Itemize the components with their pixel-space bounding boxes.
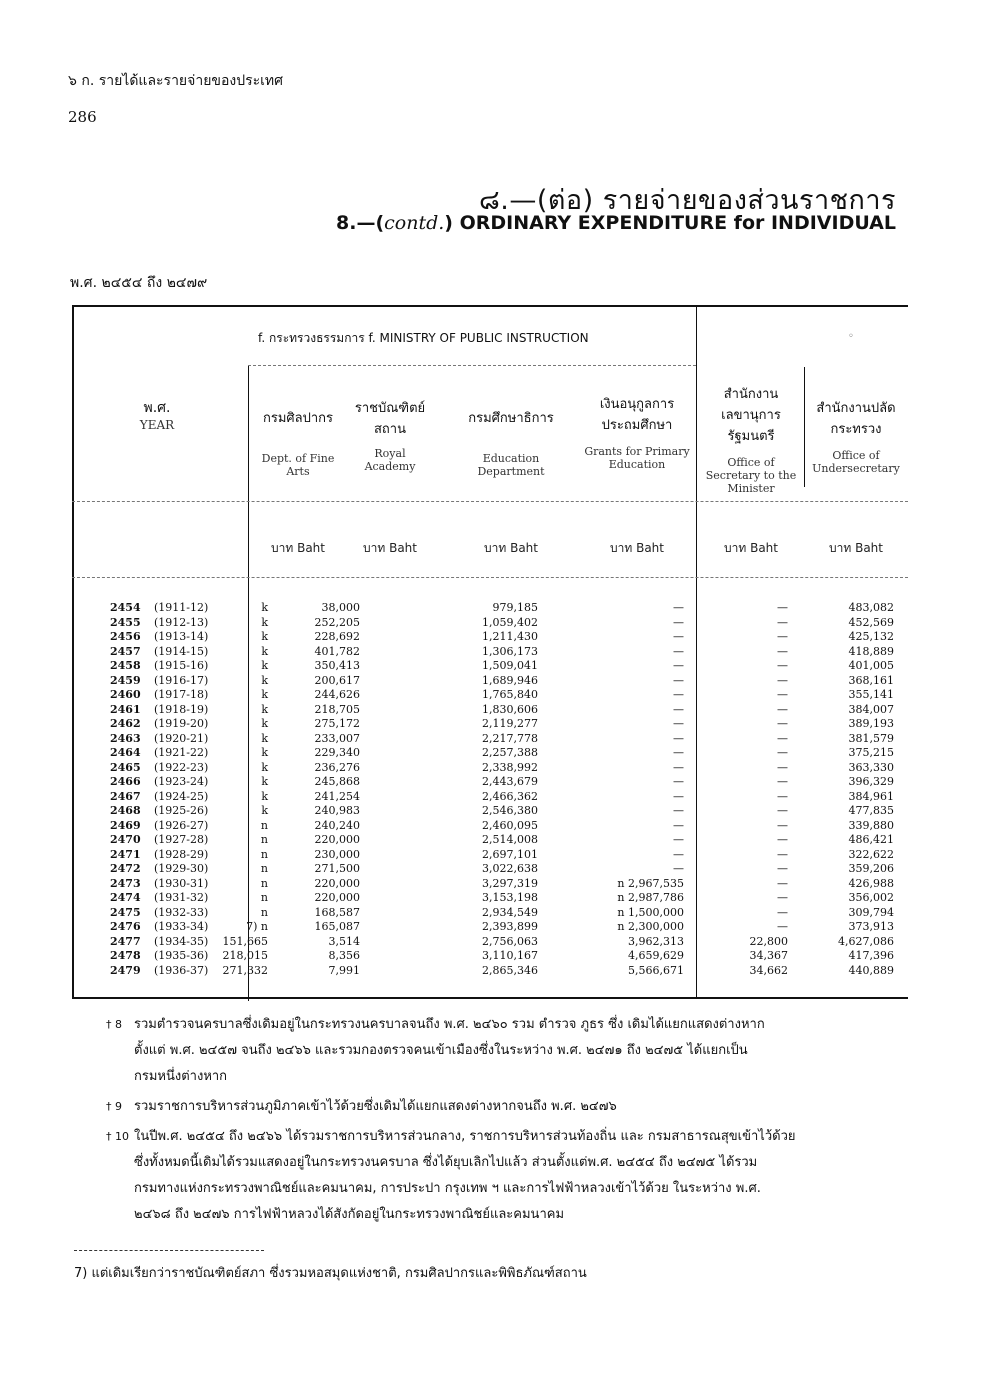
cell-grants: — [673,847,684,861]
year-be: 2478 [110,949,141,962]
year-be: 2463 [110,731,141,745]
note-marker: † 10 [106,1130,129,1143]
col-header-th: เงินอนุกูลการประถมศึกษา [599,397,675,433]
cell-undersecretary: 384,961 [848,789,894,803]
cell-grants: n 2,987,786 [617,891,684,904]
cell-fine-arts: n [260,862,268,875]
year-ce: (1915-16) [154,659,209,672]
cell-education: 2,756,063 [482,934,538,948]
cell-grants: n 2,300,000 [617,920,684,933]
cell-secretary: — [777,862,788,875]
cell-royal-academy: 230,000 [314,847,360,861]
cell-grants: — [673,746,684,759]
cell-royal-academy: 229,340 [314,746,360,759]
expenditure-table [72,305,908,999]
year-ce: (1933-34) [154,920,209,933]
year-be: 2474 [110,891,141,904]
cell-fine-arts: k [261,789,268,803]
cell-royal-academy: 401,782 [314,644,360,658]
year-be: 2477 [110,934,141,948]
col-header-en: Office of Undersecretary [812,449,900,475]
cell-royal-academy: 220,000 [314,891,360,904]
cell-secretary: 34,367 [749,949,788,962]
table-row [72,848,908,862]
cell-secretary: — [777,601,788,614]
col-header-th: กรมศิลปากร [262,411,334,426]
note-line: ซึ่งทั้งหมดนี้เดิมได้รวมแสดงอยู่ในกระทรวงนครบาล ซึ่งได้ยุบเลิกไปแล้ว ส่วนตั้งแต่พ.ศ. ๒๔๕๔ ถึง ๒๔๗๕ ได้รวม [134,1155,758,1170]
cell-secretary: — [777,630,788,643]
col-header-en: Office of Secretary to the Minister [705,456,797,495]
unit-label: บาท Baht [271,541,325,555]
cell-grants: 5,566,671 [628,963,684,977]
cell-undersecretary: 322,622 [848,847,894,861]
cell-secretary: — [777,659,788,672]
cell-undersecretary: 355,141 [848,688,894,701]
cell-grants: — [673,688,684,701]
table-row [72,790,908,804]
cell-fine-arts: k [261,760,268,774]
cell-undersecretary: 363,330 [848,760,894,774]
top-right-mark: ◦ [848,331,854,342]
year-header-th: พ.ศ. [143,400,171,416]
cell-undersecretary: 356,002 [848,891,894,904]
year-ce: (1928-29) [154,847,209,861]
note-line: รวมราชการบริหารส่วนภูมิภาคเข้าไว้ด้วยซึ่งเดิมได้แยกแสดงต่างหากจนถึง พ.ศ. ๒๔๗๖ [134,1099,617,1114]
cell-grants: 4,659,629 [628,949,684,962]
cell-royal-academy: 168,587 [314,905,360,919]
cell-fine-arts: k [261,775,268,788]
cell-fine-arts: k [261,804,268,817]
cell-education: 979,185 [492,601,538,614]
year-be: 2454 [110,601,141,614]
cell-undersecretary: 375,215 [848,746,894,759]
year-ce: (1936-37) [154,963,209,977]
cell-grants: 3,962,313 [628,934,684,948]
section-header: ๖ ก. รายได้และรายจ่ายของประเทศ [68,73,284,89]
col-header-th: กรมศึกษาธิการ [468,411,554,426]
year-ce: (1911-12) [154,601,209,614]
cell-education: 2,514,008 [482,833,538,846]
cell-fine-arts: n [260,818,268,832]
note-line: กรมหนึ่งต่างหาก [134,1069,228,1084]
cell-education: 3,022,638 [482,862,538,875]
year-be: 2476 [110,920,141,933]
table-row [72,688,908,702]
note-block [106,1094,918,1120]
cell-undersecretary: 373,913 [848,920,894,933]
col-header-undersecretary [808,397,904,475]
cell-fine-arts: k [261,601,268,614]
table-row [72,746,908,760]
cell-fine-arts: n [260,876,268,890]
cell-education: 1,509,041 [482,659,538,672]
cell-undersecretary: 486,421 [848,833,894,846]
unit-divider [72,577,908,578]
cell-education: 2,119,277 [482,717,538,730]
cell-education: 1,306,173 [482,644,538,658]
cell-royal-academy: 218,705 [314,702,360,716]
year-ce: (1932-33) [154,905,209,919]
cell-education: 1,059,402 [482,615,538,629]
table-row [72,732,908,746]
cell-grants: — [673,775,684,788]
cell-education: 2,393,899 [482,920,538,933]
year-ce: (1934-35) [154,934,209,948]
group-header: f. กระทรวงธรรมการ f. MINISTRY OF PUBLIC INSTRUCTION [258,331,589,345]
cell-royal-academy: 245,868 [314,775,360,788]
cell-education: 3,153,198 [482,891,538,904]
cell-fine-arts: 151,665 [222,934,268,948]
cell-royal-academy: 3,514 [328,934,360,948]
col-header-en: Dept. of Fine Arts [261,452,335,478]
table-row [72,645,908,659]
col-header-th: ราชบัณฑิตย์สถาน [354,401,426,437]
cell-grants: — [673,702,684,716]
year-ce: (1919-20) [154,717,209,730]
col-header-fine-arts [250,407,346,478]
cell-secretary: — [777,615,788,629]
title-en-suffix: ) ORDINARY EXPENDITURE for INDIVIDUAL [444,212,896,234]
year-ce: (1926-27) [154,818,209,832]
note-line: รวมตำรวจนครบาลซึ่งเดิมอยู่ในกระทรวงนครบาลจนถึง พ.ศ. ๒๔๖๐ รวม ตำรวจ ภูธร ซึ่ง เดิมได้แยกแสดงต่างหาก [134,1017,765,1032]
cell-secretary: — [777,702,788,716]
cell-education: 3,110,167 [482,949,538,962]
cell-fine-arts: k [261,615,268,629]
col-header-royal-academy [348,397,432,473]
cell-fine-arts: k [261,702,268,716]
cell-secretary: — [777,731,788,745]
table-row [72,761,908,775]
cell-undersecretary: 396,329 [848,775,894,788]
table-row [72,862,908,876]
cell-fine-arts: k [261,659,268,672]
cell-royal-academy: 271,500 [314,862,360,875]
footnote-rule [74,1250,264,1251]
cell-undersecretary: 309,794 [848,905,894,919]
col-header-th: สำนักงานปลัดกระทรวง [816,401,896,437]
title-thai: ๘.—(ต่อ) รายจ่ายของส่วนราชการ [478,185,896,216]
year-be: 2464 [110,746,141,759]
cell-fine-arts: k [261,746,268,759]
cell-royal-academy: 38,000 [321,601,360,614]
year-be: 2460 [110,688,141,701]
cell-education: 2,697,101 [482,847,538,861]
cell-fine-arts: k [261,731,268,745]
cell-royal-academy: 228,692 [314,630,360,643]
cell-secretary: — [777,673,788,687]
cell-grants: — [673,760,684,774]
year-ce: (1920-21) [154,731,209,745]
cell-grants: — [673,862,684,875]
cell-secretary: — [777,818,788,832]
cell-royal-academy: 275,172 [314,717,360,730]
cell-grants: — [673,731,684,745]
table-row [72,935,908,949]
unit-label: บาท Baht [829,541,883,555]
note-line: ๒๔๖๘ ถึง ๒๔๗๖ การไฟฟ้าหลวงได้สังกัดอยู่ในกระทรวงพาณิชย์และคมนาคม [134,1207,565,1222]
year-ce: (1922-23) [154,760,209,774]
cell-undersecretary: 4,627,086 [838,934,894,948]
year-be: 2473 [110,876,141,890]
title-english [336,212,896,234]
table-row [72,964,908,978]
note-marker: † 8 [106,1018,122,1031]
cell-undersecretary: 477,835 [848,804,894,817]
cell-secretary: — [777,905,788,919]
cell-education: 2,217,778 [482,731,538,745]
cell-secretary: — [777,775,788,788]
cell-fine-arts: 7) n [246,920,268,933]
cell-undersecretary: 440,889 [848,963,894,977]
year-be: 2467 [110,789,141,803]
year-be: 2475 [110,905,141,919]
cell-secretary: — [777,833,788,846]
year-be: 2470 [110,833,141,846]
cell-education: 2,460,095 [482,818,538,832]
cell-fine-arts: k [261,630,268,643]
cell-fine-arts: n [260,891,268,904]
cell-secretary: 22,800 [749,934,788,948]
year-ce: (1921-22) [154,746,209,759]
cell-royal-academy: 233,007 [314,731,360,745]
cell-secretary: — [777,760,788,774]
year-ce: (1931-32) [154,891,209,904]
cell-secretary: — [777,688,788,701]
table-row [72,601,908,615]
cell-education: 1,211,430 [482,630,538,643]
cell-grants: — [673,818,684,832]
cell-grants: — [673,615,684,629]
cell-fine-arts: k [261,688,268,701]
year-ce: (1917-18) [154,688,209,701]
cell-secretary: — [777,717,788,730]
table-row [72,674,908,688]
cell-grants: — [673,833,684,846]
cell-royal-academy: 241,254 [314,789,360,803]
cell-fine-arts: n [260,833,268,846]
cell-fine-arts: n [260,847,268,861]
table-row [72,717,908,731]
footnote: 7) แต่เดิมเรียกว่าราชบัณฑิตย์สภา ซึ่งรวมหอสมุดแห่งชาติ, กรมศิลปากรและพิพิธภัณฑ์สถาน [74,1266,587,1281]
notes-section [106,1012,918,1232]
cell-undersecretary: 417,396 [848,949,894,962]
year-be: 2469 [110,818,141,832]
period-label: พ.ศ. ๒๔๕๔ ถึง ๒๔๗๙ [70,275,208,291]
note-line: กรมทางแห่งกระทรวงพาณิชย์และคมนาคม, การประปา กรุงเทพ ฯ และการไฟฟ้าหลวงเข้าไว้ด้วย ในระหว่าง พ.ศ. [134,1181,761,1196]
cell-grants: n 1,500,000 [617,905,684,919]
header-divider [72,501,908,502]
year-be: 2461 [110,702,141,716]
year-ce: (1930-31) [154,876,209,890]
table-row [72,949,908,963]
year-be: 2472 [110,862,141,875]
page-number: 286 [68,108,97,126]
year-ce: (1924-25) [154,789,209,803]
table-row [72,920,908,934]
year-ce: (1929-30) [154,862,209,875]
title-en-prefix: 8.—( [336,212,385,234]
year-be: 2468 [110,804,141,817]
cell-education: 1,830,606 [482,702,538,716]
col-header-en: Education Department [477,452,545,478]
cell-royal-academy: 200,617 [314,673,360,687]
cell-royal-academy: 244,626 [314,688,360,701]
year-be: 2459 [110,673,141,687]
table-row [72,703,908,717]
cell-grants: n 2,967,535 [617,876,684,890]
year-header-en: YEAR [139,418,175,432]
table-row [72,906,908,920]
cell-secretary: — [777,891,788,904]
cell-grants: — [673,601,684,614]
cell-undersecretary: 426,988 [848,876,894,890]
unit-label: บาท Baht [484,541,538,555]
cell-royal-academy: 252,205 [314,615,360,629]
title-en-contd: contd. [384,212,445,234]
cell-royal-academy: 240,983 [314,804,360,817]
col-header-en: Royal Academy [364,447,416,473]
cell-undersecretary: 339,880 [848,818,894,832]
unit-label: บาท Baht [610,541,664,555]
cell-grants: — [673,659,684,672]
cell-secretary: 34,662 [749,963,788,977]
cell-fine-arts: 218,015 [222,949,268,962]
table-row [72,630,908,644]
year-ce: (1918-19) [154,702,209,716]
cell-education: 2,546,380 [482,804,538,817]
year-ce: (1914-15) [154,644,209,658]
year-ce: (1925-26) [154,804,209,817]
cell-fine-arts: k [261,644,268,658]
cell-royal-academy: 220,000 [314,833,360,846]
cell-undersecretary: 368,161 [848,673,894,687]
cell-education: 2,934,549 [482,905,538,919]
cell-fine-arts: k [261,717,268,730]
note-line: ตั้งแต่ พ.ศ. ๒๔๕๗ จนถึง ๒๔๖๖ และรวมกองตรวจคนเข้าเมืองซึ่งในระหว่าง พ.ศ. ๒๔๗๑ ถึง ๒๔๗๕ ได้แยกเป็น [134,1043,748,1058]
cell-fine-arts: 271,332 [222,963,268,977]
cell-grants: — [673,789,684,803]
table-row [72,804,908,818]
year-be: 2458 [110,659,141,672]
col-header-grants [582,393,692,471]
cell-education: 1,765,840 [482,688,538,701]
year-be: 2462 [110,717,141,730]
cell-education: 2,443,679 [482,775,538,788]
col-header-en: Grants for Primary Education [584,445,690,471]
cell-secretary: — [777,876,788,890]
col-header-secretary [700,383,802,495]
year-be: 2456 [110,630,141,643]
col-rule-5 [804,367,805,487]
note-line: ในปีพ.ศ. ๒๔๕๔ ถึง ๒๔๖๖ ได้รวมราชการบริหารส่วนกลาง, ราชการบริหารส่วนท้องถิ่น และ กรมสาธารณสุขเข้าไว้ด้วย [134,1129,796,1144]
cell-secretary: — [777,644,788,658]
cell-royal-academy: 220,000 [314,876,360,890]
cell-royal-academy: 350,413 [314,659,360,672]
cell-undersecretary: 389,193 [848,717,894,730]
cell-grants: — [673,630,684,643]
table-row [72,833,908,847]
cell-undersecretary: 483,082 [848,601,894,614]
cell-undersecretary: 384,007 [848,702,894,716]
note-marker: † 9 [106,1100,122,1113]
cell-secretary: — [777,746,788,759]
unit-label: บาท Baht [363,541,417,555]
cell-secretary: — [777,789,788,803]
cell-grants: — [673,717,684,730]
cell-undersecretary: 425,132 [848,630,894,643]
cell-education: 3,297,319 [482,876,538,890]
unit-label: บาท Baht [724,541,778,555]
cell-education: 2,865,346 [482,963,538,977]
cell-undersecretary: 401,005 [848,659,894,672]
year-ce: (1935-36) [154,949,209,962]
cell-royal-academy: 240,240 [314,818,360,832]
year-be: 2479 [110,963,141,977]
year-ce: (1913-14) [154,630,209,643]
year-ce: (1916-17) [154,673,209,687]
col-header-th: สำนักงานเลขานุการรัฐมนตรี [721,387,781,444]
table-row [72,659,908,673]
cell-education: 1,689,946 [482,673,538,687]
table-row [72,616,908,630]
note-block [106,1012,918,1090]
cell-undersecretary: 452,569 [848,615,894,629]
cell-education: 2,257,388 [482,746,538,759]
note-block [106,1124,918,1228]
year-be: 2455 [110,615,141,629]
year-ce: (1923-24) [154,775,209,788]
year-ce: (1912-13) [154,615,209,629]
cell-education: 2,338,992 [482,760,538,774]
table-row [72,877,908,891]
year-be: 2465 [110,760,141,774]
year-be: 2471 [110,847,141,861]
cell-grants: — [673,804,684,817]
year-be: 2466 [110,775,141,788]
cell-grants: — [673,644,684,658]
cell-royal-academy: 236,276 [314,760,360,774]
cell-undersecretary: 381,579 [848,731,894,745]
cell-fine-arts: n [260,905,268,919]
table-row [72,891,908,905]
cell-royal-academy: 165,087 [314,920,360,933]
cell-secretary: — [777,847,788,861]
group-underline [248,365,696,366]
cell-undersecretary: 418,889 [848,644,894,658]
cell-education: 2,466,362 [482,789,538,803]
cell-fine-arts: k [261,673,268,687]
col-header-education [456,407,566,478]
cell-undersecretary: 359,206 [848,862,894,875]
year-ce: (1927-28) [154,833,209,846]
cell-royal-academy: 8,356 [328,949,360,962]
cell-grants: — [673,673,684,687]
cell-secretary: — [777,804,788,817]
year-be: 2457 [110,644,141,658]
table-row [72,819,908,833]
cell-secretary: — [777,920,788,933]
table-row [72,775,908,789]
cell-royal-academy: 7,991 [328,963,360,977]
